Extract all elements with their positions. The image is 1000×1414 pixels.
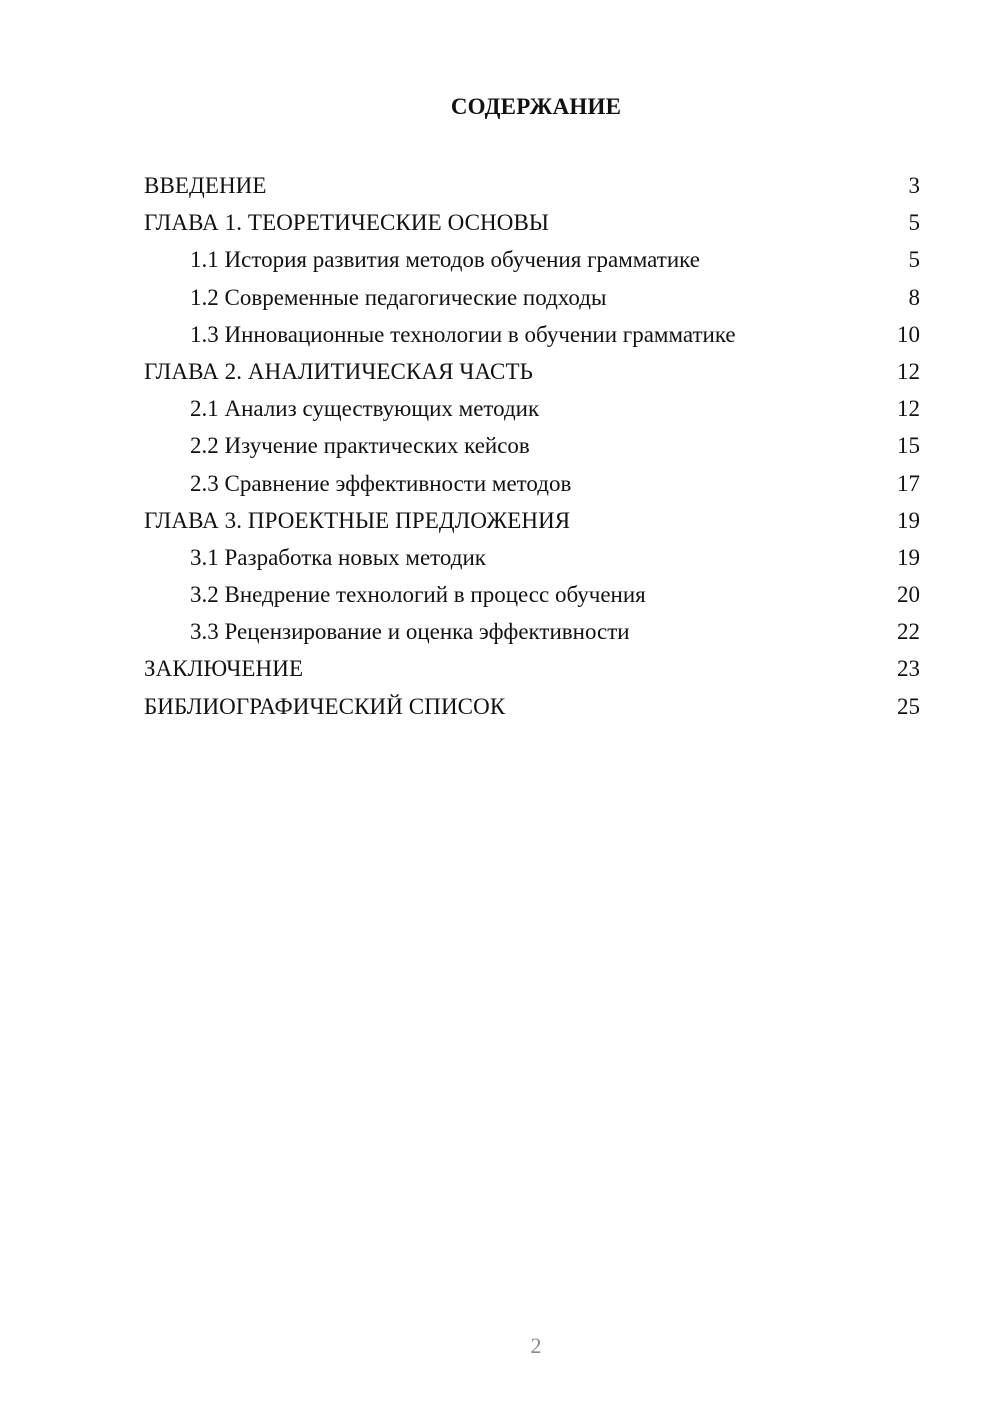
toc-entry-page: 19 [897, 507, 920, 533]
toc-subentry [144, 390, 920, 427]
toc-entry-title: ВВЕДЕНИЕ [144, 173, 267, 198]
toc-entry-title: ГЛАВА 3. ПРОЕКТНЫЕ ПРЕДЛОЖЕНИЯ [144, 507, 571, 533]
toc-entry [144, 502, 920, 539]
toc-subentry [144, 576, 920, 613]
toc-entry [144, 204, 920, 241]
page-title: СОДЕРЖАНИЕ [450, 94, 622, 119]
toc-entry-title: 3.3 Рецензирование и оценка эффективности [190, 619, 630, 645]
toc-entry-page: 12 [897, 358, 920, 384]
toc-entry-page: 5 [908, 247, 920, 273]
toc-entry [144, 167, 920, 204]
toc-subentry [144, 465, 920, 502]
toc-entry-page: 25 [897, 693, 920, 719]
toc-subentry [144, 316, 920, 353]
toc-entry-title: 3.2 Внедрение технологий в процесс обучения [190, 582, 646, 608]
toc-entry-page: 8 [908, 284, 920, 310]
page-number: 2 [530, 1333, 542, 1358]
toc-entry-title: ГЛАВА 2. АНАЛИТИЧЕСКАЯ ЧАСТЬ [144, 358, 533, 384]
toc-entry-page: 10 [897, 321, 920, 347]
toc-entry-title: 2.3 Сравнение эффективности методов [190, 470, 572, 496]
toc-subentry [144, 279, 920, 316]
toc-entry-title: 1.3 Инновационные технологии в обучении грамматике [190, 321, 736, 347]
toc-entry-title: 1.2 Современные педагогические подходы [190, 284, 607, 310]
toc-entry-page: 15 [897, 433, 920, 459]
table-of-contents [144, 167, 920, 725]
toc-entry-title: БИБЛИОГРАФИЧЕСКИЙ СПИСОК [144, 693, 506, 719]
toc-entry-page: 22 [897, 619, 920, 645]
toc-entry-title: ГЛАВА 1. ТЕОРЕТИЧЕСКИЕ ОСНОВЫ [144, 210, 550, 236]
toc-entry [144, 353, 920, 390]
toc-subentry [144, 241, 920, 278]
toc-subentry [144, 427, 920, 464]
toc-entry-title: 2.2 Изучение практических кейсов [190, 433, 530, 459]
toc-entry-page: 20 [897, 582, 920, 608]
toc-entry-title: 1.1 История развития методов обучения грамматике [190, 247, 700, 273]
toc-entry-page: 23 [897, 656, 920, 682]
toc-entry-title: ЗАКЛЮЧЕНИЕ [144, 656, 304, 682]
toc-entry-page: 19 [897, 544, 920, 570]
toc-entry-page: 5 [908, 210, 920, 236]
toc-entry-title: 2.1 Анализ существующих методик [190, 396, 540, 422]
toc-entry-page: 12 [897, 396, 920, 422]
toc-subentry [144, 539, 920, 576]
toc-entry-page: 3 [908, 173, 920, 198]
toc-entry [144, 688, 920, 725]
toc-entry-title: 3.1 Разработка новых методик [190, 544, 486, 570]
toc-entry-page: 17 [897, 470, 920, 496]
toc-subentry [144, 613, 920, 650]
toc-entry [144, 650, 920, 687]
